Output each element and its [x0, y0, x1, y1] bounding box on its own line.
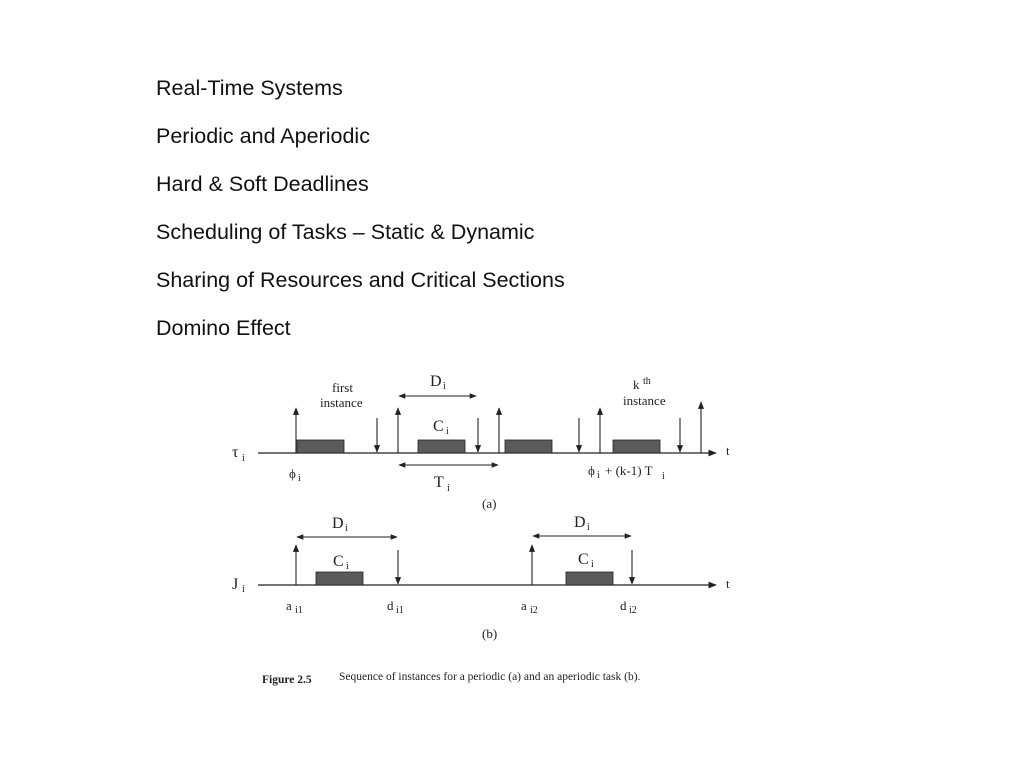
- arrival-subscript: i1: [295, 605, 303, 616]
- kth-instance-superscript: th: [643, 376, 651, 387]
- arrival-label: a: [286, 598, 292, 613]
- deadline-label: d: [387, 598, 394, 613]
- execution-block: [418, 440, 465, 453]
- bullet-item: Real-Time Systems: [156, 76, 343, 100]
- kth-instance-label: k: [633, 377, 640, 392]
- relative-deadline-label: D: [574, 514, 586, 531]
- execution-block: [505, 440, 552, 453]
- bullet-item: Hard & Soft Deadlines: [156, 172, 369, 196]
- periodic-task-panel: [232, 373, 730, 511]
- task-subscript: i: [242, 453, 245, 464]
- kth-release-subscript: i: [597, 470, 600, 481]
- arrival-subscript: i2: [530, 605, 538, 616]
- phase-label: ϕ: [289, 466, 296, 481]
- bullet-item: Scheduling of Tasks – Static & Dynamic: [156, 220, 535, 244]
- deadline-subscript: i1: [396, 605, 404, 616]
- execution-block: [297, 440, 344, 453]
- bullet-item: Periodic and Aperiodic: [156, 124, 370, 148]
- period-subscript: i: [447, 483, 450, 494]
- figure-caption-label: Figure 2.5: [262, 674, 312, 686]
- axis-label: t: [726, 443, 730, 458]
- arrival-label: a: [521, 598, 527, 613]
- panel-label: (a): [482, 496, 497, 511]
- aperiodic-task-panel: [232, 514, 730, 641]
- relative-deadline-subscript: i: [345, 523, 348, 534]
- kth-instance-label: instance: [623, 393, 666, 408]
- computation-time-label: C: [433, 418, 444, 435]
- computation-time-label: C: [578, 551, 589, 568]
- relative-deadline-subscript: i: [587, 522, 590, 533]
- task-subscript: i: [242, 584, 245, 595]
- axis-label: t: [726, 576, 730, 591]
- phase-subscript: i: [298, 473, 301, 484]
- panel-label: (b): [482, 626, 498, 641]
- execution-block: [613, 440, 660, 453]
- bullet-item: Domino Effect: [156, 316, 291, 340]
- deadline-label: d: [620, 598, 627, 613]
- execution-block: [566, 572, 613, 585]
- computation-time-subscript: i: [446, 426, 449, 437]
- relative-deadline-subscript: i: [443, 381, 446, 392]
- task-label: τ: [232, 444, 239, 461]
- execution-block: [316, 572, 363, 585]
- computation-time-subscript: i: [591, 559, 594, 570]
- relative-deadline-label: D: [430, 373, 442, 390]
- computation-time-subscript: i: [346, 561, 349, 572]
- kth-release-formula: ϕ: [588, 463, 595, 478]
- deadline-subscript: i2: [629, 605, 637, 616]
- first-instance-label: first: [332, 380, 353, 395]
- first-instance-label: instance: [320, 395, 363, 410]
- kth-release-subscript: i: [662, 471, 665, 482]
- figure-caption-text: Sequence of instances for a periodic (a) and an aperiodic task (b).: [339, 671, 641, 683]
- task-label: J: [232, 576, 239, 593]
- relative-deadline-label: D: [332, 515, 344, 532]
- bullet-item: Sharing of Resources and Critical Sections: [156, 268, 565, 292]
- kth-release-formula: + (k-1) T: [605, 463, 653, 478]
- computation-time-label: C: [333, 553, 344, 570]
- period-label: T: [434, 474, 444, 491]
